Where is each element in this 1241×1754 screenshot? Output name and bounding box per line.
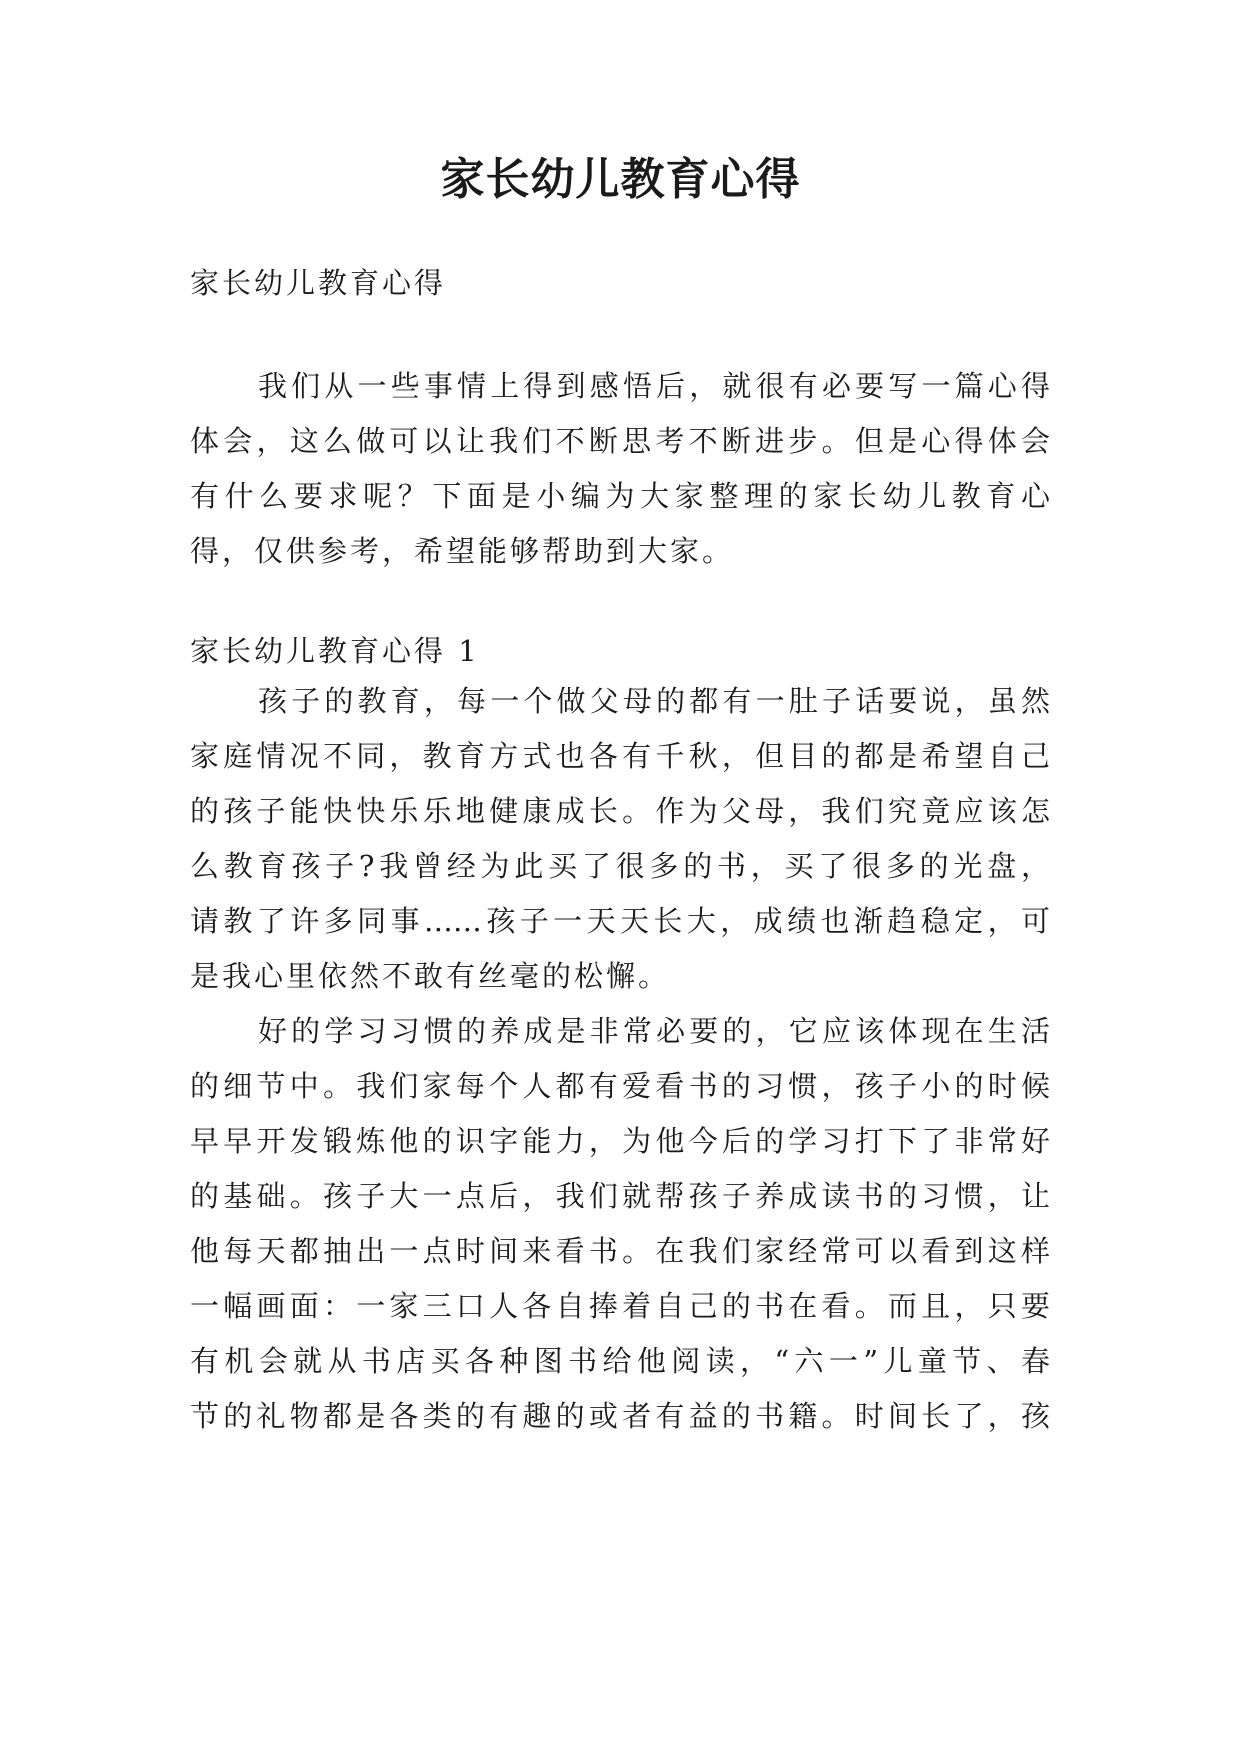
- intro-line: 体会，这么做可以让我们不断思考不断进步。但是心得体会: [190, 424, 1050, 458]
- paragraph-line: 一幅画面：一家三口人各自捧着自己的书在看。而且，只要: [190, 1289, 1050, 1323]
- paragraph-line: 的细节中。我们家每个人都有爱看书的习惯，孩子小的时候: [190, 1069, 1050, 1103]
- intro-line: 有什么要求呢？下面是小编为大家整理的家长幼儿教育心: [190, 479, 1050, 513]
- paragraph-line: 好的学习习惯的养成是非常必要的，它应该体现在生活: [258, 1014, 1050, 1048]
- intro-line: 得，仅供参考，希望能够帮助到大家。: [190, 534, 735, 568]
- intro-line: 我们从一些事情上得到感悟后，就很有必要写一篇心得: [258, 369, 1050, 403]
- paragraph-line: 的孩子能快快乐乐地健康成长。作为父母，我们究竟应该怎: [190, 794, 1050, 828]
- document-title: 家长幼儿教育心得: [440, 154, 801, 205]
- paragraph-line: 早早开发锻炼他的识字能力，为他今后的学习打下了非常好: [190, 1124, 1050, 1158]
- paragraph-line: 有机会就从书店买各种图书给他阅读，“六一”儿童节、春: [190, 1344, 1050, 1378]
- paragraph-line: 么教育孩子?我曾经为此买了很多的书，买了很多的光盘，: [190, 849, 1050, 883]
- section-heading: 家长幼儿教育心得 1: [190, 634, 480, 668]
- document-subtitle: 家长幼儿教育心得: [190, 266, 447, 300]
- paragraph-line: 请教了许多同事……孩子一天天长大，成绩也渐趋稳定，可: [190, 904, 1050, 938]
- paragraph-line: 孩子的教育，每一个做父母的都有一肚子话要说，虽然: [258, 684, 1050, 718]
- paragraph-line: 家庭情况不同，教育方式也各有千秋，但目的都是希望自己: [190, 739, 1050, 773]
- paragraph-line: 他每天都抽出一点时间来看书。在我们家经常可以看到这样: [190, 1234, 1050, 1268]
- paragraph-line: 节的礼物都是各类的有趣的或者有益的书籍。时间长了，孩: [190, 1399, 1050, 1433]
- paragraph-line: 是我心里依然不敢有丝毫的松懈。: [190, 959, 671, 993]
- paragraph-line: 的基础。孩子大一点后，我们就帮孩子养成读书的习惯，让: [190, 1179, 1050, 1213]
